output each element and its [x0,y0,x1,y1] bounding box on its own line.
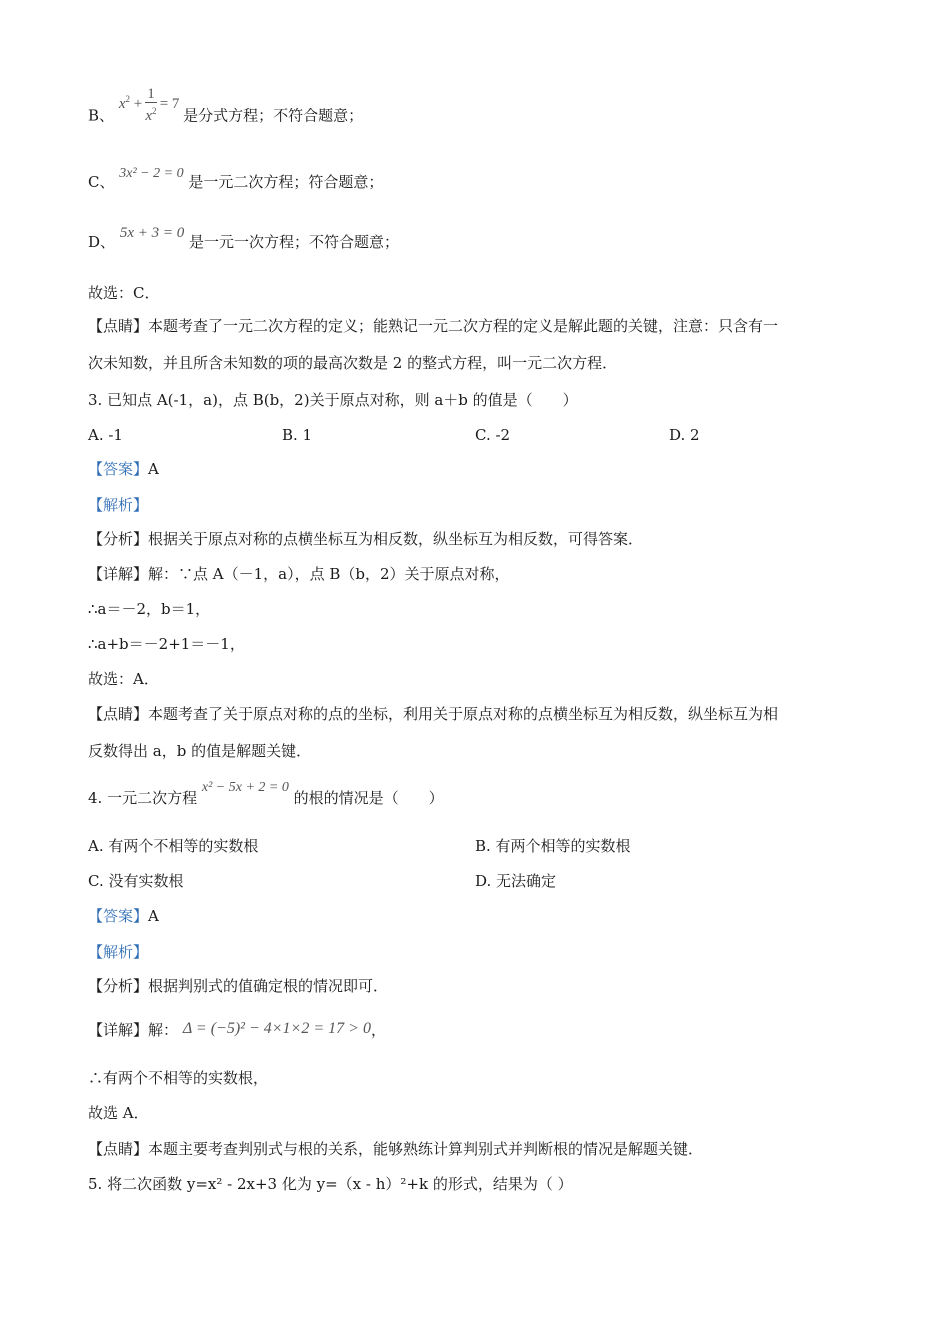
frac-numerator: 1 [147,86,155,102]
comment-text: 本题考查了一元二次方程的定义；能熟记一元二次方程的定义是解此题的关键，注意：只含有一 [148,317,779,335]
comment-text: 本题考查了关于原点对称的点的坐标，利用关于原点对称的点横坐标互为相反数，纵坐标互为相 [148,705,779,723]
explanation-text: 是一元一次方程；不符合题意； [189,233,400,251]
stem-text: 的根的情况是（ ） [293,789,444,807]
discriminant-equation: Δ = (−5)² − 4×1×2 = 17 > 0 [182,1020,371,1037]
q3-choice: 故选：A． [88,670,159,688]
q3-stem: 3. 已知点 A(-1，a)，点 B(b，2)关于原点对称，则 a＋b 的值是（ ） [88,391,578,409]
fenxi-tag: 【分析】 [88,530,149,548]
detail-text: 解： [148,1021,179,1039]
option-label: D、 [88,233,116,251]
equation-c: 3x² − 2 = 0 [119,166,184,181]
option-c-explanation [88,166,384,194]
q2-comment-line-2: 次未知数，并且所含未知数的项的最高次数是 2 的整式方程，叫一元二次方程． [88,354,618,372]
q4-detail-1 [88,1020,386,1041]
q5-stem: 5. 将二次函数 y=x² - 2x+3 化为 y=（x - h）²+k 的形式，结果为（ ） [88,1175,573,1193]
q3-detail-2: ∴a＝－2，b＝1， [88,600,211,618]
option-label: C、 [88,173,115,191]
answer-value: A [148,907,159,925]
q2-choice: 故选：C． [88,284,160,302]
q4-stem [88,780,444,810]
detail-tag: 【详解】 [88,1021,149,1039]
q3-option-b: B. 1 [282,426,313,444]
q4-option-b: B. 有两个相等的实数根 [475,837,631,855]
fenxi-text: 根据关于原点对称的点横坐标互为相反数，纵坐标互为相反数，可得答案． [148,530,644,548]
q3-comment-line-1 [88,704,778,724]
q3-comment-line-2: 反数得出 a，b 的值是解题关键． [88,742,312,760]
q3-detail-1 [88,564,510,584]
fenxi-tag: 【分析】 [88,977,149,995]
answer-value: A [148,460,159,478]
option-label: B、 [88,106,115,125]
answer-tag: 【答案】 [88,907,149,925]
option-b-explanation [88,86,364,136]
q3-analysis-tag: 【解析】 [88,496,149,514]
q4-equation: x² − 5x + 2 = 0 [201,780,289,795]
detail-tag: 【详解】 [88,565,149,583]
comment-tag: 【点睛】 [88,705,149,723]
fenxi-text: 根据判别式的值确定根的情况即可． [148,977,389,995]
q3-fenxi [88,529,643,549]
q4-option-a: A. 有两个不相等的实数根 [88,837,259,855]
q4-comment [88,1139,703,1159]
detail-text: 解：∵点 A（－1，a），点 B（b，2）关于原点对称， [148,565,510,583]
explanation-text: 是一元二次方程；符合题意； [188,173,384,191]
equation-d: 5x + 3 = 0 [119,225,185,241]
q4-answer [88,906,159,926]
equation-b: $x^2$ + $\frac{1}{x^2}$ = 7 [118,86,180,124]
answer-tag: 【答案】 [88,460,149,478]
q3-option-c: C. -2 [475,426,511,444]
comment-tag: 【点睛】 [88,1140,149,1158]
q3-answer [88,459,159,479]
eq-term: x [118,96,126,113]
detail-text: ， [370,1021,386,1039]
q4-option-c: C. 没有实数根 [88,872,184,890]
q4-detail-2: ∴有两个不相等的实数根， [88,1069,269,1087]
stem-text: 4. 一元二次方程 [88,789,198,807]
comment-text: 本题主要考查判别式与根的关系，能够熟练计算判别式并判断根的情况是解题关键． [148,1140,704,1158]
q4-choice: 故选 A． [88,1104,149,1122]
q3-option-d: D. 2 [669,426,700,444]
q4-option-d: D. 无法确定 [475,872,557,890]
eq-right: = 7 [159,96,180,113]
explanation-text: 是分式方程；不符合题意； [183,106,364,125]
q4-analysis-tag: 【解析】 [88,943,149,961]
q3-detail-3: ∴a+b＝－2+1＝－1， [88,635,245,653]
q3-option-a: A. -1 [88,426,123,444]
option-d-explanation [88,225,400,253]
frac-denominator: x [145,108,153,124]
q4-fenxi [88,976,388,996]
q2-comment-line-1 [88,316,778,336]
comment-tag: 【点睛】 [88,317,149,335]
